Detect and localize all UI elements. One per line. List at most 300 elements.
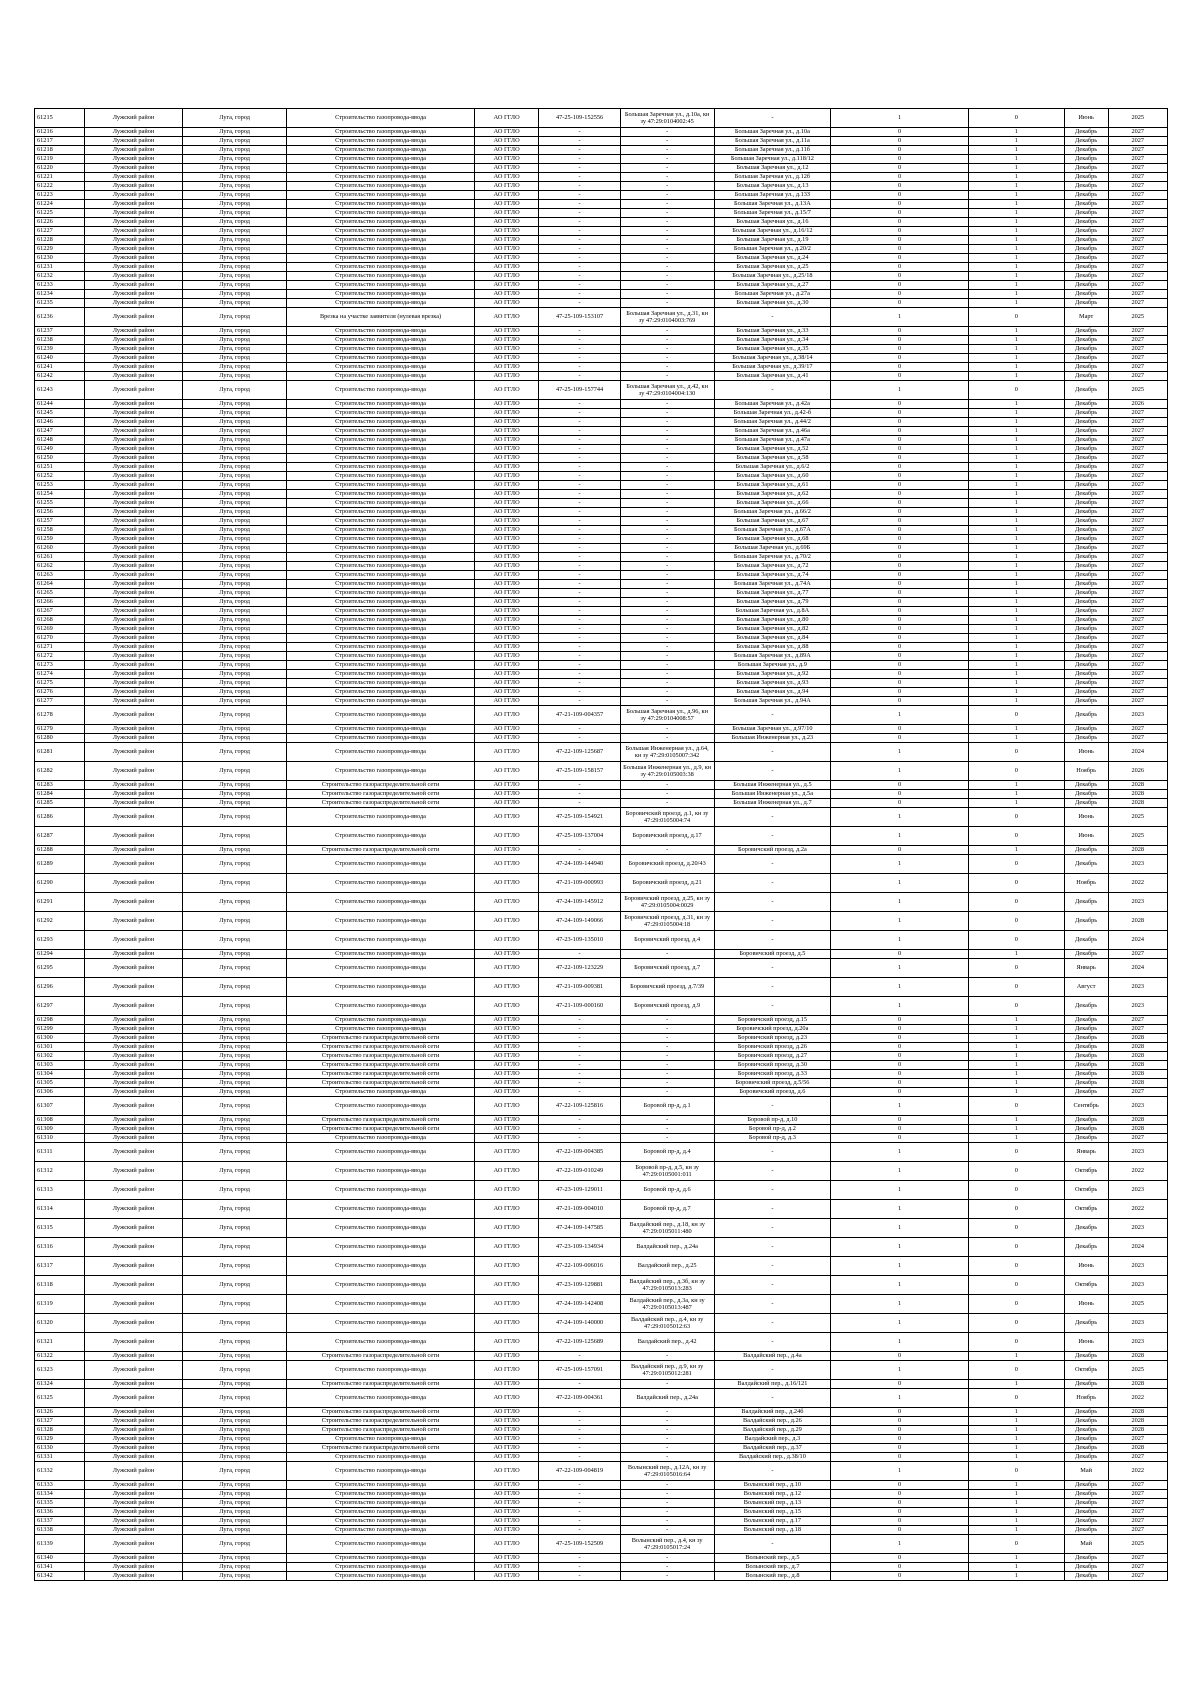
cell-organization: АО ГГЛО	[474, 959, 539, 978]
cell-locality: Луга, город	[183, 571, 287, 580]
cell-address: Большая Заречная ул., д.118/12	[714, 155, 831, 164]
table-row	[35, 526, 1168, 535]
cell-count-b: 1	[968, 616, 1064, 625]
table-row	[35, 400, 1168, 409]
cell-count-a: 1	[831, 808, 969, 827]
table-row	[35, 1276, 1168, 1295]
cell-month: Июнь	[1064, 1333, 1108, 1352]
cell-address-with-cadastral: -	[620, 1435, 714, 1444]
cell-work-type: Строительство газораспределительной сети	[287, 1125, 475, 1134]
cell-month: Декабрь	[1064, 706, 1108, 725]
cell-year: 2027	[1108, 625, 1168, 634]
cell-locality: Луга, город	[183, 409, 287, 418]
cell-organization: АО ГГЛО	[474, 164, 539, 173]
cell-organization: АО ГГЛО	[474, 607, 539, 616]
cell-work-type: Строительство газопровода-ввода	[287, 281, 475, 290]
table-row	[35, 1508, 1168, 1517]
cell-count-b: 1	[968, 526, 1064, 535]
cell-row-id: 61248	[35, 436, 85, 445]
cell-year: 2027	[1108, 580, 1168, 589]
cell-district: Лужский район	[85, 1535, 183, 1554]
cell-address-with-cadastral: Боровичский проезд, д.31, кн зу 47:29:0105004:18	[620, 912, 714, 931]
cell-work-type: Строительство газопровода-ввода	[287, 345, 475, 354]
cell-count-a: 1	[831, 1314, 969, 1333]
cell-locality: Луга, город	[183, 254, 287, 263]
cell-address-with-cadastral: -	[620, 799, 714, 808]
cell-locality: Луга, город	[183, 1097, 287, 1116]
cell-count-b: 1	[968, 950, 1064, 959]
cell-row-id: 61281	[35, 743, 85, 762]
cell-district: Лужский район	[85, 490, 183, 499]
table-row	[35, 781, 1168, 790]
cell-contract-number: 47-21-109-004357	[539, 706, 620, 725]
cell-organization: АО ГГЛО	[474, 1517, 539, 1526]
cell-year: 2027	[1108, 327, 1168, 336]
cell-row-id: 61336	[35, 1508, 85, 1517]
cell-organization: АО ГГЛО	[474, 580, 539, 589]
cell-address: Волынский пер., д.8	[714, 1572, 831, 1581]
cell-count-b: 0	[968, 1219, 1064, 1238]
cell-year: 2022	[1108, 1389, 1168, 1408]
cell-locality: Луга, город	[183, 625, 287, 634]
cell-month: Декабрь	[1064, 236, 1108, 245]
cell-count-a: 0	[831, 499, 969, 508]
cell-district: Лужский район	[85, 128, 183, 137]
cell-month: Декабрь	[1064, 1444, 1108, 1453]
cell-year: 2027	[1108, 1526, 1168, 1535]
table-row	[35, 734, 1168, 743]
cell-work-type: Строительство газопровода-ввода	[287, 526, 475, 535]
cell-count-a: 0	[831, 1554, 969, 1563]
cell-count-a: 0	[831, 1526, 969, 1535]
cell-address: Большая Заречная ул., д.12	[714, 164, 831, 173]
cell-locality: Луга, город	[183, 1572, 287, 1581]
cell-locality: Луга, город	[183, 634, 287, 643]
table-row	[35, 290, 1168, 299]
table-row	[35, 607, 1168, 616]
cell-locality: Луга, город	[183, 643, 287, 652]
cell-work-type: Строительство газопровода-ввода	[287, 734, 475, 743]
cell-locality: Луга, город	[183, 1162, 287, 1181]
cell-address: Большая Заречная ул., д.24	[714, 254, 831, 263]
cell-row-id: 61320	[35, 1314, 85, 1333]
table-row	[35, 1361, 1168, 1380]
cell-address: Большая Заречная ул., д.25/18	[714, 272, 831, 281]
cell-district: Лужский район	[85, 762, 183, 781]
cell-count-a: 0	[831, 607, 969, 616]
cell-work-type: Строительство газопровода-ввода	[287, 1295, 475, 1314]
cell-count-b: 0	[968, 109, 1064, 128]
cell-locality: Луга, город	[183, 1016, 287, 1025]
cell-work-type: Строительство газопровода-ввода	[287, 661, 475, 670]
cell-address-with-cadastral: -	[620, 950, 714, 959]
cell-row-id: 61243	[35, 381, 85, 400]
cell-district: Лужский район	[85, 137, 183, 146]
cell-count-b: 1	[968, 1408, 1064, 1417]
cell-address-with-cadastral: Валдайский пер., д.24а	[620, 1389, 714, 1408]
cell-count-a: 1	[831, 308, 969, 327]
cell-address: Валдайский пер., д.26	[714, 1417, 831, 1426]
cell-work-type: Строительство газопровода-ввода	[287, 1219, 475, 1238]
table-row	[35, 1426, 1168, 1435]
cell-month: Декабрь	[1064, 1134, 1108, 1143]
table-row	[35, 263, 1168, 272]
cell-organization: АО ГГЛО	[474, 1563, 539, 1572]
table-row	[35, 634, 1168, 643]
cell-year: 2025	[1108, 308, 1168, 327]
cell-work-type: Строительство газопровода-ввода	[287, 290, 475, 299]
cell-count-b: 1	[968, 454, 1064, 463]
cell-locality: Луга, город	[183, 1435, 287, 1444]
table-row	[35, 893, 1168, 912]
cell-organization: АО ГГЛО	[474, 182, 539, 191]
cell-locality: Луга, город	[183, 1417, 287, 1426]
cell-month: Январь	[1064, 959, 1108, 978]
cell-address: Большая Заречная ул., д.15/7	[714, 209, 831, 218]
cell-work-type: Строительство газопровода-ввода	[287, 400, 475, 409]
cell-count-b: 1	[968, 299, 1064, 308]
cell-work-type: Строительство газопровода-ввода	[287, 155, 475, 164]
cell-address: Волынский пер., д.15	[714, 1508, 831, 1517]
cell-organization: АО ГГЛО	[474, 544, 539, 553]
cell-year: 2027	[1108, 481, 1168, 490]
cell-address-with-cadastral: -	[620, 200, 714, 209]
cell-count-b: 1	[968, 1052, 1064, 1061]
cell-month: Декабрь	[1064, 182, 1108, 191]
table-row	[35, 345, 1168, 354]
cell-district: Лужский район	[85, 109, 183, 128]
cell-contract-number: 47-24-109-149066	[539, 912, 620, 931]
cell-year: 2023	[1108, 706, 1168, 725]
cell-count-b: 0	[968, 706, 1064, 725]
cell-count-b: 1	[968, 164, 1064, 173]
cell-year: 2027	[1108, 571, 1168, 580]
cell-month: Декабрь	[1064, 254, 1108, 263]
cell-year: 2027	[1108, 1088, 1168, 1097]
cell-count-a: 0	[831, 580, 969, 589]
cell-month: Декабрь	[1064, 580, 1108, 589]
cell-address-with-cadastral: -	[620, 688, 714, 697]
cell-work-type: Строительство газопровода-ввода	[287, 445, 475, 454]
cell-year: 2027	[1108, 218, 1168, 227]
cell-row-id: 61263	[35, 571, 85, 580]
cell-organization: АО ГГЛО	[474, 643, 539, 652]
cell-locality: Луга, город	[183, 354, 287, 363]
cell-count-b: 1	[968, 409, 1064, 418]
cell-organization: АО ГГЛО	[474, 1333, 539, 1352]
cell-contract-number: -	[539, 607, 620, 616]
cell-work-type: Строительство газопровода-ввода	[287, 616, 475, 625]
cell-address: Боровой пр-д, д.2	[714, 1125, 831, 1134]
cell-row-id: 61284	[35, 790, 85, 799]
cell-year: 2027	[1108, 336, 1168, 345]
table-row	[35, 725, 1168, 734]
cell-month: Декабрь	[1064, 191, 1108, 200]
cell-contract-number: 47-22-109-010249	[539, 1162, 620, 1181]
cell-year: 2027	[1108, 191, 1168, 200]
cell-address: -	[714, 109, 831, 128]
cell-district: Лужский район	[85, 200, 183, 209]
cell-address: -	[714, 1238, 831, 1257]
cell-locality: Луга, город	[183, 931, 287, 950]
cell-contract-number: -	[539, 553, 620, 562]
cell-address: Большая Заречная ул., д.34	[714, 336, 831, 345]
cell-row-id: 61326	[35, 1408, 85, 1417]
table-row	[35, 299, 1168, 308]
cell-address-with-cadastral: -	[620, 218, 714, 227]
cell-year: 2027	[1108, 1572, 1168, 1581]
cell-count-a: 1	[831, 1333, 969, 1352]
table-row	[35, 790, 1168, 799]
cell-year: 2028	[1108, 1052, 1168, 1061]
cell-locality: Луга, город	[183, 137, 287, 146]
cell-work-type: Строительство газораспределительной сети	[287, 1417, 475, 1426]
cell-year: 2027	[1108, 227, 1168, 236]
cell-count-b: 1	[968, 670, 1064, 679]
cell-address-with-cadastral: Боровичский проезд, д.4	[620, 931, 714, 950]
cell-address-with-cadastral: -	[620, 1453, 714, 1462]
cell-locality: Луга, город	[183, 1508, 287, 1517]
cell-address: Большая Заречная ул., д.27	[714, 281, 831, 290]
cell-count-b: 1	[968, 1572, 1064, 1581]
cell-address-with-cadastral: -	[620, 1134, 714, 1143]
cell-address-with-cadastral: Боровичский проезд, д.17	[620, 827, 714, 846]
cell-address: Валдайский пер., д.29	[714, 1426, 831, 1435]
cell-row-id: 61292	[35, 912, 85, 931]
cell-month: Декабрь	[1064, 571, 1108, 580]
cell-address-with-cadastral: -	[620, 481, 714, 490]
cell-locality: Луга, город	[183, 580, 287, 589]
cell-organization: АО ГГЛО	[474, 327, 539, 336]
cell-row-id: 61333	[35, 1481, 85, 1490]
cell-month: Декабрь	[1064, 846, 1108, 855]
cell-contract-number: -	[539, 173, 620, 182]
cell-month: Май	[1064, 1462, 1108, 1481]
cell-organization: АО ГГЛО	[474, 427, 539, 436]
cell-organization: АО ГГЛО	[474, 1079, 539, 1088]
cell-work-type: Строительство газопровода-ввода	[287, 146, 475, 155]
cell-count-b: 1	[968, 290, 1064, 299]
cell-contract-number: -	[539, 508, 620, 517]
cell-address: Большая Заречная ул., д.11б	[714, 146, 831, 155]
cell-work-type: Строительство газопровода-ввода	[287, 1088, 475, 1097]
cell-work-type: Строительство газопровода-ввода	[287, 643, 475, 652]
cell-work-type: Строительство газопровода-ввода	[287, 245, 475, 254]
cell-organization: АО ГГЛО	[474, 299, 539, 308]
table-row	[35, 1257, 1168, 1276]
cell-row-id: 61304	[35, 1070, 85, 1079]
cell-count-b: 1	[968, 634, 1064, 643]
cell-count-a: 1	[831, 762, 969, 781]
cell-contract-number: -	[539, 688, 620, 697]
cell-organization: АО ГГЛО	[474, 245, 539, 254]
cell-contract-number: -	[539, 790, 620, 799]
cell-address-with-cadastral: -	[620, 1499, 714, 1508]
cell-organization: АО ГГЛО	[474, 799, 539, 808]
cell-address: Волынский пер., д.12	[714, 1490, 831, 1499]
cell-month: Декабрь	[1064, 997, 1108, 1016]
cell-organization: АО ГГЛО	[474, 1162, 539, 1181]
cell-count-a: 0	[831, 544, 969, 553]
cell-locality: Луга, город	[183, 616, 287, 625]
cell-year: 2027	[1108, 1134, 1168, 1143]
cell-year: 2027	[1108, 1563, 1168, 1572]
cell-address: Боровичский проезд, д.26	[714, 1043, 831, 1052]
cell-month: Декабрь	[1064, 1572, 1108, 1581]
cell-district: Лужский район	[85, 409, 183, 418]
cell-district: Лужский район	[85, 734, 183, 743]
cell-address: Большая Заречная ул., д.13А	[714, 200, 831, 209]
cell-work-type: Строительство газопровода-ввода	[287, 454, 475, 463]
cell-organization: АО ГГЛО	[474, 1462, 539, 1481]
table-row	[35, 1162, 1168, 1181]
cell-year: 2028	[1108, 1079, 1168, 1088]
cell-month: Декабрь	[1064, 1016, 1108, 1025]
cell-district: Лужский район	[85, 1426, 183, 1435]
cell-year: 2028	[1108, 1352, 1168, 1361]
cell-work-type: Строительство газопровода-ввода	[287, 209, 475, 218]
cell-count-b: 0	[968, 1462, 1064, 1481]
cell-month: Декабрь	[1064, 227, 1108, 236]
cell-organization: АО ГГЛО	[474, 1295, 539, 1314]
cell-row-id: 61322	[35, 1352, 85, 1361]
cell-month: Декабрь	[1064, 1034, 1108, 1043]
cell-work-type: Строительство газопровода-ввода	[287, 1535, 475, 1554]
cell-organization: АО ГГЛО	[474, 1490, 539, 1499]
cell-contract-number: -	[539, 209, 620, 218]
cell-month: Декабрь	[1064, 155, 1108, 164]
table-row	[35, 855, 1168, 874]
cell-year: 2022	[1108, 1200, 1168, 1219]
cell-count-b: 0	[968, 743, 1064, 762]
cell-month: Июнь	[1064, 827, 1108, 846]
cell-address: -	[714, 1314, 831, 1333]
table-row	[35, 616, 1168, 625]
cell-address: Большая Заречная ул., д.8А	[714, 607, 831, 616]
cell-district: Лужский район	[85, 463, 183, 472]
cell-count-b: 1	[968, 445, 1064, 454]
cell-locality: Луга, город	[183, 200, 287, 209]
cell-count-a: 0	[831, 409, 969, 418]
cell-locality: Луга, город	[183, 846, 287, 855]
cell-locality: Луга, город	[183, 463, 287, 472]
cell-address-with-cadastral: -	[620, 463, 714, 472]
cell-count-a: 0	[831, 1061, 969, 1070]
cell-count-a: 0	[831, 218, 969, 227]
cell-district: Лужский район	[85, 454, 183, 463]
cell-year: 2027	[1108, 173, 1168, 182]
cell-work-type: Строительство газопровода-ввода	[287, 409, 475, 418]
cell-organization: АО ГГЛО	[474, 526, 539, 535]
cell-count-a: 0	[831, 1417, 969, 1426]
cell-address: Большая Заречная ул., д.33	[714, 327, 831, 336]
cell-contract-number: -	[539, 354, 620, 363]
cell-address-with-cadastral: Боровичский проезд, д.7/39	[620, 978, 714, 997]
cell-locality: Луга, город	[183, 290, 287, 299]
cell-district: Лужский район	[85, 607, 183, 616]
cell-locality: Луга, город	[183, 427, 287, 436]
cell-address: -	[714, 1462, 831, 1481]
cell-count-a: 0	[831, 1408, 969, 1417]
cell-contract-number: -	[539, 1490, 620, 1499]
cell-year: 2027	[1108, 445, 1168, 454]
table-row	[35, 236, 1168, 245]
cell-year: 2023	[1108, 1276, 1168, 1295]
cell-month: Декабрь	[1064, 345, 1108, 354]
cell-organization: АО ГГЛО	[474, 173, 539, 182]
cell-address: Большая Заречная ул., д.27а	[714, 290, 831, 299]
cell-month: Октябрь	[1064, 1181, 1108, 1200]
table-row	[35, 997, 1168, 1016]
cell-locality: Луга, город	[183, 874, 287, 893]
cell-organization: АО ГГЛО	[474, 1508, 539, 1517]
cell-row-id: 61317	[35, 1257, 85, 1276]
cell-row-id: 61307	[35, 1097, 85, 1116]
cell-address-with-cadastral: -	[620, 245, 714, 254]
cell-locality: Луга, город	[183, 827, 287, 846]
cell-district: Лужский район	[85, 254, 183, 263]
cell-address-with-cadastral: Волынский пер., д.4, кн зу 47:29:0105017:24	[620, 1535, 714, 1554]
cell-row-id: 61276	[35, 688, 85, 697]
cell-month: Декабрь	[1064, 625, 1108, 634]
cell-year: 2028	[1108, 1125, 1168, 1134]
cell-address: -	[714, 308, 831, 327]
cell-organization: АО ГГЛО	[474, 227, 539, 236]
cell-locality: Луга, город	[183, 1517, 287, 1526]
cell-count-b: 1	[968, 1499, 1064, 1508]
cell-count-a: 0	[831, 679, 969, 688]
cell-count-b: 1	[968, 625, 1064, 634]
cell-contract-number: 47-22-109-004385	[539, 1143, 620, 1162]
cell-district: Лужский район	[85, 236, 183, 245]
cell-month: Декабрь	[1064, 1238, 1108, 1257]
cell-organization: АО ГГЛО	[474, 1125, 539, 1134]
cell-row-id: 61226	[35, 218, 85, 227]
cell-contract-number: -	[539, 200, 620, 209]
cell-organization: АО ГГЛО	[474, 634, 539, 643]
cell-year: 2027	[1108, 254, 1168, 263]
cell-locality: Луга, город	[183, 1238, 287, 1257]
cell-district: Лужский район	[85, 1417, 183, 1426]
cell-month: Декабрь	[1064, 508, 1108, 517]
cell-month: Декабрь	[1064, 409, 1108, 418]
cell-row-id: 61235	[35, 299, 85, 308]
cell-address-with-cadastral: -	[620, 508, 714, 517]
cell-organization: АО ГГЛО	[474, 263, 539, 272]
cell-address-with-cadastral: Валдайский пер., д.3б, кн зу 47:29:0105013:283	[620, 1276, 714, 1295]
cell-row-id: 61237	[35, 327, 85, 336]
cell-count-a: 0	[831, 1380, 969, 1389]
cell-count-a: 0	[831, 146, 969, 155]
cell-work-type: Строительство газопровода-ввода	[287, 336, 475, 345]
cell-month: Декабрь	[1064, 1499, 1108, 1508]
cell-locality: Луга, город	[183, 1052, 287, 1061]
cell-address: Валдайский пер., д.37	[714, 1444, 831, 1453]
cell-count-a: 0	[831, 272, 969, 281]
cell-organization: АО ГГЛО	[474, 1481, 539, 1490]
cell-month: Декабрь	[1064, 634, 1108, 643]
table-row	[35, 218, 1168, 227]
cell-address-with-cadastral: -	[620, 155, 714, 164]
cell-district: Лужский район	[85, 535, 183, 544]
cell-work-type: Строительство газопровода-ввода	[287, 327, 475, 336]
cell-locality: Луга, город	[183, 128, 287, 137]
cell-count-b: 1	[968, 1426, 1064, 1435]
cell-count-a: 0	[831, 781, 969, 790]
cell-work-type: Строительство газопровода-ввода	[287, 1314, 475, 1333]
cell-work-type: Строительство газораспределительной сети	[287, 1380, 475, 1389]
cell-locality: Луга, город	[183, 1352, 287, 1361]
